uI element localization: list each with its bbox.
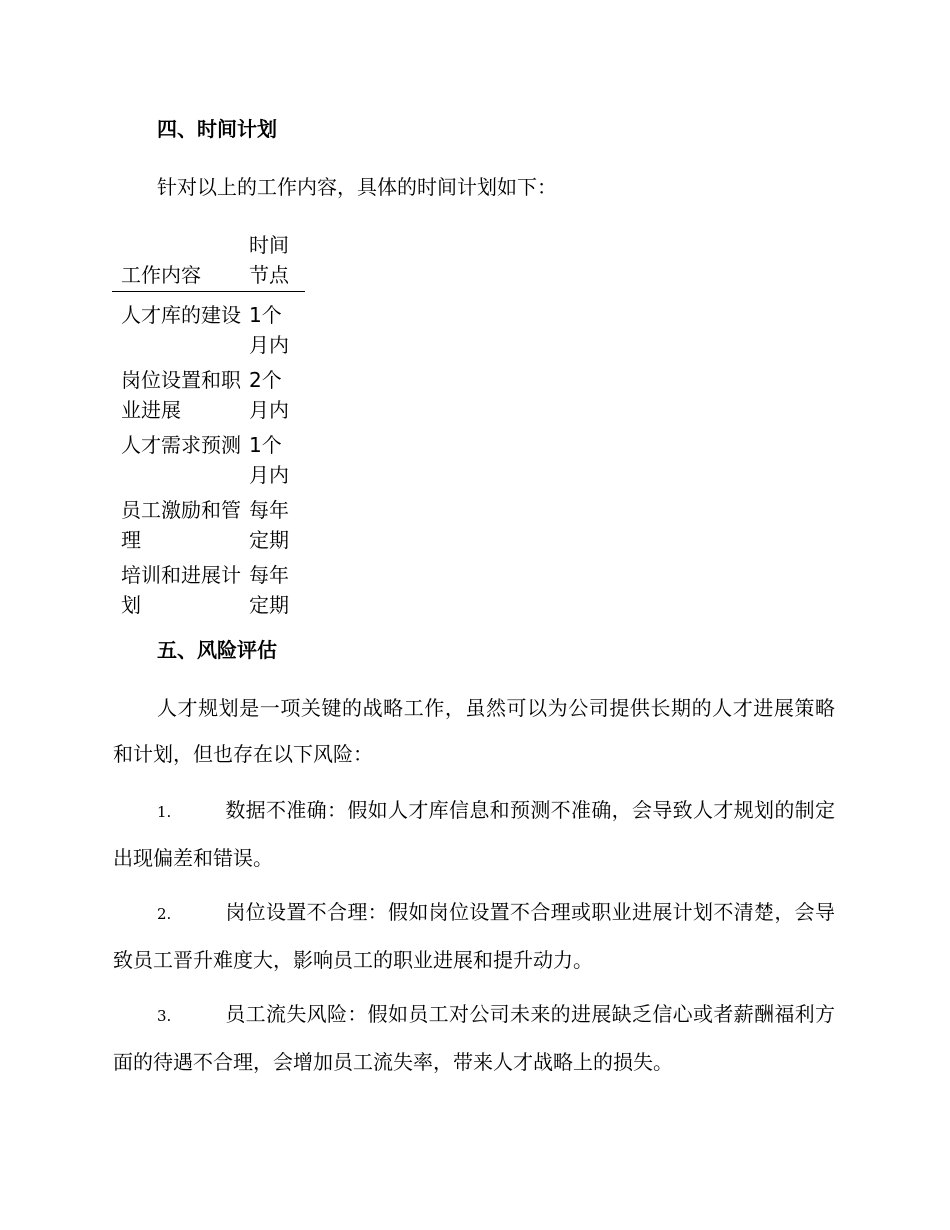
cell-work-content: 岗位设置和职业进展 <box>121 368 241 422</box>
list-item <box>113 889 835 983</box>
section-4-intro: 针对以上的工作内容，具体的时间计划如下： <box>157 175 557 199</box>
list-number: 1. <box>157 803 172 821</box>
list-item <box>113 991 835 1085</box>
list-number: 3. <box>157 1007 172 1025</box>
cell-time-node: 每年定期 <box>249 498 289 552</box>
table-row <box>112 555 305 620</box>
header-work-content: 工作内容 <box>112 230 249 292</box>
list-item-text: 数据不准确：假如人才库信息和预测不准确，会导致人才规划的制定出现偏差和错误。 <box>113 798 835 870</box>
schedule-table <box>112 230 305 620</box>
table-row <box>112 425 305 490</box>
cell-work-content: 人才需求预测 <box>121 433 241 457</box>
cell-time-node: 每年定期 <box>249 563 289 617</box>
table-row <box>112 490 305 555</box>
section-5-intro: 人才规划是一项关键的战略工作，虽然可以为公司提供长期的人才进展策略和计划，但也存在以下风险： <box>113 696 835 766</box>
list-number: 2. <box>157 905 172 923</box>
cell-work-content: 培训和进展计划 <box>121 563 241 617</box>
list-item <box>113 787 835 881</box>
table-row <box>112 292 305 361</box>
header-time-node: 时间节点 <box>249 230 305 292</box>
list-item-text: 岗位设置不合理：假如岗位设置不合理或职业进展计划不清楚，会导致员工晋升难度大，影响员工的职业进展和提升动力。 <box>113 900 835 972</box>
cell-time-node: 2个月内 <box>249 368 289 422</box>
cell-work-content: 员工激励和管理 <box>121 498 241 552</box>
section-5-heading: 五、风险评估 <box>157 638 277 662</box>
list-item-text: 员工流失风险：假如员工对公司未来的进展缺乏信心或者薪酬福利方面的待遇不合理，会增加员工流失率，带来人才战略上的损失。 <box>113 1002 835 1074</box>
section-4-heading: 四、时间计划 <box>157 117 277 141</box>
cell-time-node: 1个月内 <box>249 433 289 487</box>
cell-time-node: 1个月内 <box>249 303 289 357</box>
table-row <box>112 360 305 425</box>
table-header-row <box>112 230 305 292</box>
cell-work-content: 人才库的建设 <box>121 303 241 327</box>
